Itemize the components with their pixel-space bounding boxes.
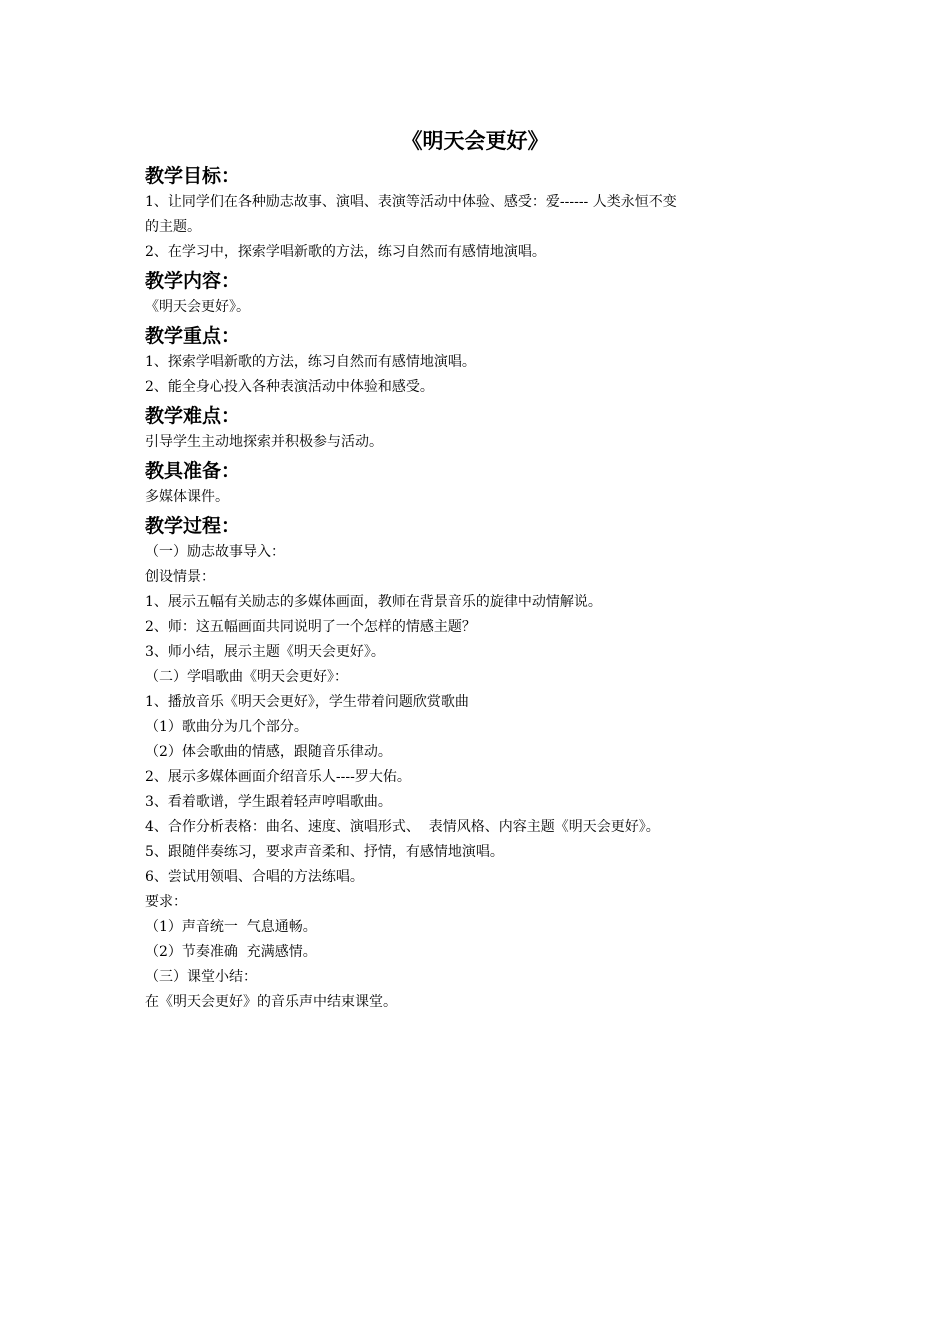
- section-difficulties: [145, 402, 810, 455]
- section-heading: 教学过程：: [145, 515, 241, 537]
- body-line: （2）体会歌曲的情感，跟随音乐律动。: [145, 744, 392, 760]
- body-line: 1、让同学们在各种励志故事、演唱、表演等活动中体验、感受：爱------ 人类永恒不变: [145, 194, 677, 210]
- section-heading: 教具准备：: [145, 460, 241, 482]
- section-content: [145, 267, 810, 320]
- body-line: 的主题。: [145, 219, 201, 235]
- body-line: 2、师：这五幅画面共同说明了一个怎样的情感主题？: [145, 619, 476, 635]
- body-line: （1）声音统一 气息通畅。: [145, 919, 317, 935]
- section-heading: 教学内容：: [145, 270, 241, 292]
- section-heading: 教学重点：: [145, 325, 241, 347]
- body-line: （2）节奏准确 充满感情。: [145, 944, 317, 960]
- body-line: 引导学生主动地探索并积极参与活动。: [145, 434, 383, 450]
- section-process: [145, 512, 810, 1015]
- body-line: （二）学唱歌曲《明天会更好》：: [145, 669, 348, 685]
- body-line: 创设情景：: [145, 569, 215, 585]
- body-line: 4、合作分析表格：曲名、速度、演唱形式、 表情风格、内容主题《明天会更好》。: [145, 819, 660, 835]
- body-line: （三）课堂小结：: [145, 969, 257, 985]
- body-line: （1）歌曲分为几个部分。: [145, 719, 308, 735]
- body-line: 6、尝试用领唱、合唱的方法练唱。: [145, 869, 364, 885]
- document-body: [145, 162, 810, 1015]
- body-line: 1、展示五幅有关励志的多媒体画面，教师在背景音乐的旋律中动情解说。: [145, 594, 602, 610]
- body-line: 1、播放音乐《明天会更好》，学生带着问题欣赏歌曲: [145, 694, 469, 710]
- section-goals: [145, 162, 810, 265]
- body-line: 2、在学习中，探索学唱新歌的方法，练习自然而有感情地演唱。: [145, 244, 546, 260]
- body-line: 在《明天会更好》的音乐声中结束课堂。: [145, 994, 397, 1010]
- body-line: 1、探索学唱新歌的方法，练习自然而有感情地演唱。: [145, 354, 476, 370]
- section-heading: 教学目标：: [145, 165, 241, 187]
- document-title: 《明天会更好》: [401, 128, 549, 153]
- body-line: （一）励志故事导入：: [145, 544, 285, 560]
- body-line: 3、看着歌谱，学生跟着轻声哼唱歌曲。: [145, 794, 392, 810]
- body-line: 2、展示多媒体画面介绍音乐人----罗大佑。: [145, 769, 411, 785]
- body-line: 要求：: [145, 894, 187, 910]
- body-line: 2、能全身心投入各种表演活动中体验和感受。: [145, 379, 434, 395]
- section-materials: [145, 457, 810, 510]
- body-line: 多媒体课件。: [145, 489, 229, 505]
- body-line: 《明天会更好》。: [145, 299, 250, 315]
- body-line: 3、师小结，展示主题《明天会更好》。: [145, 644, 385, 660]
- section-key-points: [145, 322, 810, 400]
- section-heading: 教学难点：: [145, 405, 241, 427]
- body-line: 5、跟随伴奏练习，要求声音柔和、抒情，有感情地演唱。: [145, 844, 504, 860]
